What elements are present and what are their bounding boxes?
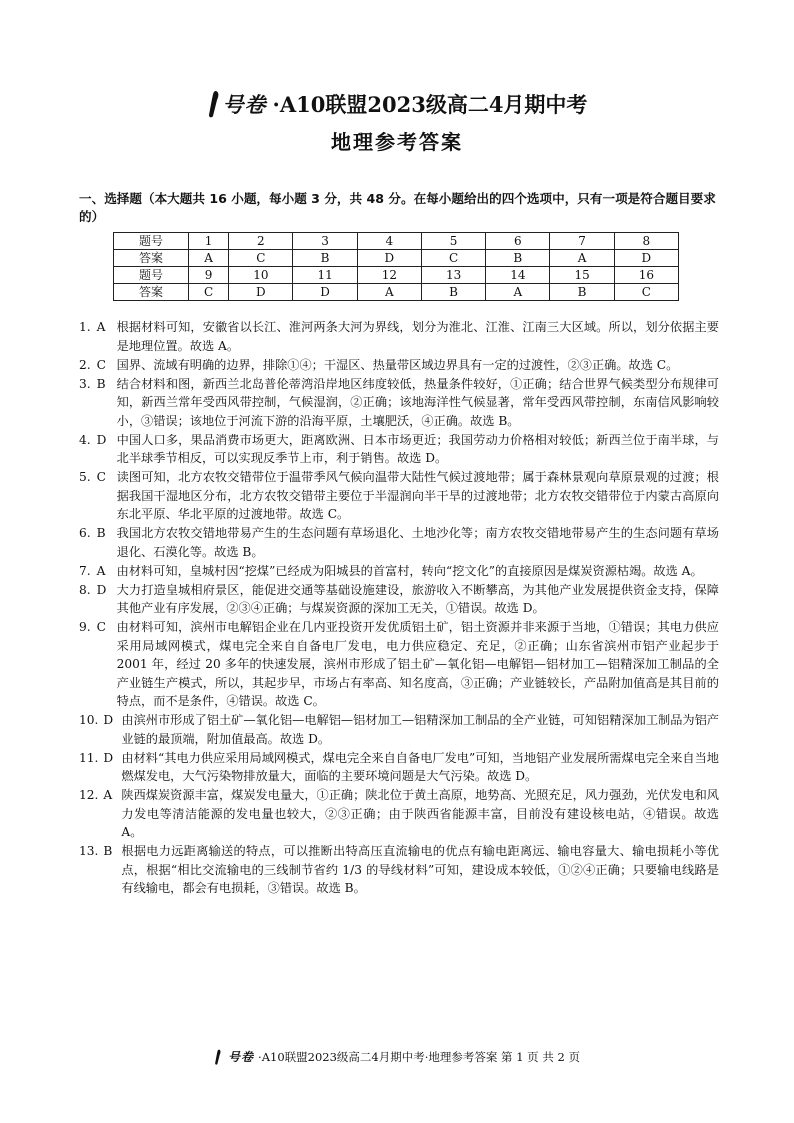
- answer-cell: D: [357, 250, 421, 267]
- list-item: [79, 562, 719, 581]
- question-number: 2: [229, 233, 293, 250]
- answer-cell: C: [229, 250, 293, 267]
- document-header: [0, 88, 794, 155]
- item-answer: C: [96, 357, 106, 372]
- list-item: [79, 318, 719, 355]
- item-number: 11.: [79, 750, 99, 765]
- table-row: [114, 250, 679, 267]
- list-item: [79, 375, 719, 431]
- item-answer: A: [103, 788, 113, 802]
- item-number: 7.: [79, 563, 91, 578]
- answer-cell: D: [614, 250, 678, 267]
- question-number: 15: [550, 267, 614, 284]
- item-number: 10.: [79, 713, 99, 727]
- footer-text: ·A10联盟2023级高二4月期中考·地理参考答案 第 1 页 共 2 页: [258, 1049, 580, 1064]
- table-row: [114, 267, 679, 284]
- row-label: 答案: [114, 250, 189, 267]
- answer-cell: B: [293, 250, 357, 267]
- brush-stroke-icon: [207, 90, 221, 118]
- item-explanation: 中国人口多，果品消费市场更大，距离欧洲、日本市场更近；我国劳动力价格相对较低；新西兰位于南半球，与北半球季节相反，可以实现反季节上市，利于销售。故选 D。: [116, 432, 719, 465]
- item-number: 12.: [79, 788, 99, 802]
- brush-stroke-icon: [214, 1049, 222, 1065]
- row-label: 题号: [114, 267, 189, 284]
- item-explanation: 结合材料和图，新西兰北岛普伦蒂湾沿岸地区纬度较低，热量条件较好，①正确；结合世界气候类型分布规律可知，新西兰常年受西风带控制，气候湿润，②正确；该地海洋性气候显著，常年受西风带控制，东南信风影响较小，③错误；该地位于河流下游的沿海平原，土壤肥沃，④正确。故选 B。: [116, 376, 719, 428]
- item-explanation: 我国北方农牧交错地带易产生的生态问题有草场退化、土地沙化等；南方农牧交错地带易产生的生态问题有草场退化、石漠化等。故选 B。: [116, 526, 719, 559]
- item-answer: A: [96, 320, 106, 334]
- brand-name: 号卷: [222, 92, 267, 117]
- question-number: 8: [614, 233, 678, 250]
- item-explanation: 由滨州市形成了铝土矿—氧化铝—电解铝—铝材加工—铝精深加工制品的全产业链，可知铝精深加工制品为铝产业链的最顶端，附加值最高。故选 D。: [121, 713, 719, 746]
- item-explanation: 根据材料可知，安徽省以长江、淮河两条大河为界线，划分为淮北、江淮、江南三大区域。所以，划分依据主要是地理位置。故选 A。: [116, 320, 719, 353]
- page-footer: [0, 1048, 794, 1065]
- item-explanation: 由材料可知，滨州市电解铝企业在几内亚投资开发优质铝土矿，铝土资源并非来源于当地，①错误；其电力供应采用局域网模式，煤电完全来自自备电厂发电，电力供应稳定、充足，②正确；山东省滨州市铝产业起步于 2001 年，经过 20 多年的快速发展，滨州市形成了铝土矿—氧化铝—电解铝—铝材加工—铝精深加工制品的全产业链生产模式，所以，其起步早，市场占有率高、知名度高，③正确；产业链较长，产品附加值高是其目前的特点，而不是条件，④错误。故选 C。: [116, 620, 719, 708]
- list-item: [79, 618, 719, 711]
- question-number: 6: [486, 233, 550, 250]
- list-item: [79, 842, 719, 898]
- item-number: 4.: [79, 432, 91, 447]
- item-number: 1.: [79, 320, 91, 334]
- answer-cell: B: [486, 250, 550, 267]
- item-answer: B: [96, 376, 106, 391]
- item-explanation: 由材料“其电力供应采用局域网模式，煤电完全来自自备电厂发电”可知，当地铝产业发展所需煤电完全来自当地燃煤发电，大气污染物排放量大，面临的主要环境问题是大气污染。故选 D。: [121, 750, 719, 783]
- item-number: 8.: [79, 582, 91, 597]
- answer-cell: C: [614, 284, 678, 301]
- item-number: 13.: [79, 844, 99, 858]
- question-number: 14: [486, 267, 550, 284]
- item-answer: C: [96, 470, 106, 484]
- answer-cell: B: [421, 284, 485, 301]
- item-answer: D: [103, 713, 114, 727]
- item-explanation: 国界、流域有明确的边界，排除①④；干湿区、热量带区域边界具有一定的过渡性，②③正确。故选 C。: [116, 357, 679, 372]
- item-explanation: 大力打造皇城相府景区，能促进交通等基础设施建设，旅游收入不断攀高，为其他产业发展提供资金支持，保障其他产业有序发展，②③④正确；与煤炭资源的深加工无关，①错误。故选 D。: [116, 582, 719, 615]
- list-item: [79, 356, 719, 375]
- list-item: [79, 749, 719, 786]
- answer-table: [113, 232, 679, 301]
- item-explanation: 根据电力远距离输送的特点，可以推断出特高压直流输电的优点有输电距离远、输电容量大、输电损耗小等优点，根据“相比交流输电的三线制节省约 1/3 的导线材料”可知，建设成本较低，①②④正确；只要输电线路是有线输电，都会有电损耗，③错误。故选 B。: [121, 844, 719, 895]
- question-number: 13: [421, 267, 485, 284]
- item-answer: D: [103, 750, 114, 765]
- item-answer: B: [96, 526, 106, 540]
- item-answer: B: [103, 844, 113, 858]
- row-label: 答案: [114, 284, 189, 301]
- item-answer: D: [96, 432, 107, 447]
- item-number: 9.: [79, 620, 91, 634]
- answer-cell: C: [421, 250, 485, 267]
- question-number: 9: [189, 267, 229, 284]
- answer-cell: D: [293, 284, 357, 301]
- question-number: 12: [357, 267, 421, 284]
- item-number: 2.: [79, 357, 91, 372]
- list-item: [79, 711, 719, 748]
- answer-cell: C: [189, 284, 229, 301]
- answer-cell: A: [486, 284, 550, 301]
- question-number: 7: [550, 233, 614, 250]
- item-number: 5.: [79, 470, 91, 484]
- explanation-list: [79, 318, 719, 898]
- brand-logo: [207, 89, 267, 119]
- item-answer: A: [96, 563, 106, 578]
- question-number: 3: [293, 233, 357, 250]
- question-number: 10: [229, 267, 293, 284]
- list-item: [79, 786, 719, 842]
- item-answer: D: [96, 582, 107, 597]
- question-number: 16: [614, 267, 678, 284]
- question-number: 11: [293, 267, 357, 284]
- table-row: [114, 233, 679, 250]
- table-row: [114, 284, 679, 301]
- list-item: [79, 524, 719, 561]
- answer-cell: B: [550, 284, 614, 301]
- answer-cell: A: [550, 250, 614, 267]
- row-label: 题号: [114, 233, 189, 250]
- list-item: [79, 431, 719, 468]
- item-explanation: 读图可知，北方农牧交错带位于温带季风气候向温带大陆性气候过渡地带；属于森林景观向草原景观的过渡；根据我国干湿地区分布，北方农牧交错带主要位于半湿润向半干旱的过渡地带；北方农牧交错带位于内蒙古高原向东北平原、华北平原的过渡地带。故选 C。: [116, 470, 719, 521]
- answer-cell: D: [229, 284, 293, 301]
- list-item: [79, 581, 719, 618]
- item-number: 3.: [79, 376, 91, 391]
- page-title: ·A10联盟2023级高二4月期中考: [272, 92, 588, 117]
- item-number: 6.: [79, 526, 91, 540]
- page-subtitle: 地理参考答案: [331, 130, 463, 154]
- item-explanation: 由材料可知，皇城村因“挖煤”已经成为阳城县的首富村，转向“挖文化”的直接原因是煤炭资源枯竭。故选 A。: [116, 563, 703, 578]
- title-line: [0, 88, 794, 120]
- item-explanation: 陕西煤炭资源丰富，煤炭发电量大，①正确；陕北位于黄土高原，地势高、光照充足，风力强劲，光伏发电和风力发电等清洁能源的发电量也较大，②③正确；由于陕西省能源丰富，目前没有建设核电站，④错误。故选 A。: [121, 788, 719, 839]
- item-answer: C: [96, 620, 106, 634]
- question-number: 4: [357, 233, 421, 250]
- question-number: 1: [189, 233, 229, 250]
- footer-brand: 号卷: [228, 1050, 255, 1064]
- question-number: 5: [421, 233, 485, 250]
- list-item: [79, 468, 719, 524]
- answer-cell: A: [189, 250, 229, 267]
- answer-cell: A: [357, 284, 421, 301]
- section-heading: 一、选择题（本大题共 16 小题，每小题 3 分，共 48 分。在每小题给出的四个选项中，只有一项是符合题目要求的）: [79, 191, 716, 224]
